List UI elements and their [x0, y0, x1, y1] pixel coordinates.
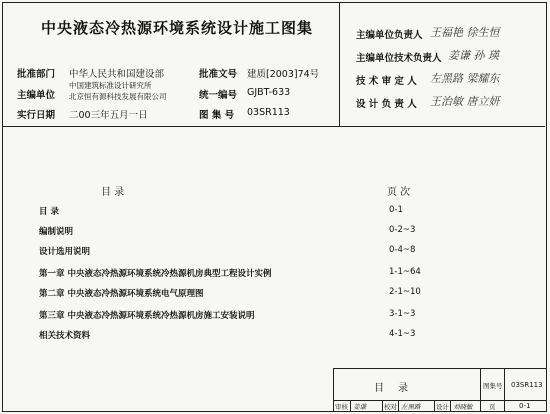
- atlas-title: 中央液态冷热源环境系统设计施工图集: [41, 19, 314, 37]
- signature: 王治敏 唐立妍: [430, 95, 500, 108]
- signature: 姜谦 孙 瑛: [448, 49, 499, 62]
- toc-row[interactable]: [39, 287, 499, 301]
- toc-row-page: 3-1~3: [389, 309, 416, 319]
- atlas-no-label: 图集号: [483, 382, 503, 390]
- title-block-divider: [350, 400, 351, 411]
- unified-no-value: GJBT-633: [247, 87, 291, 98]
- toc-row-page: 0-1: [389, 205, 403, 215]
- title-block-divider: [382, 400, 383, 411]
- toc-row-title: 第一章 中央液态冷热源环境系统冷热源机房典型工程设计实例: [39, 269, 272, 279]
- signature: 王福艳 徐生恒: [430, 26, 500, 39]
- toc-row[interactable]: [39, 205, 499, 219]
- responsible-label: 技 术 审 定 人: [356, 76, 417, 87]
- header-info-panel: [3, 3, 340, 126]
- approval-dept-value: 中华人民共和国建设部: [69, 69, 165, 80]
- drawing-sheet: [2, 2, 547, 412]
- toc-row-page: 1-1~64: [389, 267, 421, 277]
- effective-date-label: 实行日期: [17, 110, 56, 121]
- header-divider: [3, 126, 545, 127]
- toc-row[interactable]: [39, 245, 499, 259]
- design-signature: 刘晓敏: [453, 403, 473, 411]
- toc-row-title: 相关技术资料: [39, 331, 91, 341]
- toc-row[interactable]: [39, 309, 499, 323]
- editor-value-1: 中国建筑标准设计研究所: [69, 81, 152, 90]
- effective-date-value: 二00三年五月一日: [69, 110, 148, 121]
- responsibles-panel: [340, 3, 545, 126]
- title-block-divider: [434, 400, 435, 411]
- responsible-label: 主编单位负责人: [356, 30, 423, 41]
- approval-dept-label: 批准部门: [17, 69, 56, 80]
- toc-row-title: 第三章 中央液态冷热源环境系统冷热源机房施工安装说明: [39, 311, 255, 321]
- toc-row[interactable]: [39, 329, 499, 343]
- toc-row[interactable]: [39, 267, 499, 281]
- review-label: 审核: [335, 403, 348, 411]
- title-block-divider: [480, 369, 481, 411]
- page-label: 页: [489, 403, 496, 411]
- title-block: [333, 368, 546, 411]
- design-label: 设计: [436, 403, 449, 411]
- atlas-no-value: 03SR113: [511, 381, 543, 389]
- toc-row[interactable]: [39, 225, 499, 239]
- atlas-no-label: 图 集 号: [199, 110, 235, 121]
- title-block-divider: [334, 400, 546, 401]
- toc-row-title: 目 录: [39, 207, 59, 217]
- toc-row-page: 4-1~3: [389, 329, 416, 339]
- title-block-divider: [450, 400, 451, 411]
- title-block-divider: [504, 369, 505, 411]
- responsible-label: 主编单位技术负责人: [356, 53, 442, 64]
- toc-heading-title: 目 录: [101, 187, 125, 198]
- editor-label: 主编单位: [17, 90, 56, 101]
- signature: 左黑路 梁耀东: [430, 72, 500, 85]
- approval-doc-value: 建质[2003]74号: [247, 69, 320, 80]
- review-signature: 姜谦: [353, 403, 366, 411]
- toc-row-title: 设计选用说明: [39, 247, 91, 257]
- title-block-divider: [398, 400, 399, 411]
- atlas-no-value: 03SR113: [247, 107, 290, 118]
- page-value: 0-1: [519, 402, 531, 410]
- toc-row-title: 第二章 中央液态冷热源环境系统电气原理图: [39, 289, 204, 299]
- unified-no-label: 统一编号: [199, 90, 238, 101]
- sheet-name: 目录: [374, 383, 422, 394]
- approval-doc-label: 批准文号: [199, 69, 238, 80]
- toc-heading-page: 页 次: [387, 187, 411, 198]
- check-signature: 左黑路: [401, 403, 421, 411]
- editor-value-2: 北京恒有源科技发展有限公司: [69, 92, 167, 101]
- check-label: 校对: [384, 403, 397, 411]
- toc-row-page: 2-1~10: [389, 287, 421, 297]
- responsible-label: 设 计 负 责 人: [356, 99, 417, 110]
- toc-row-page: 0-4~8: [389, 245, 416, 255]
- toc-row-title: 编制说明: [39, 227, 74, 237]
- toc-row-page: 0-2~3: [389, 225, 416, 235]
